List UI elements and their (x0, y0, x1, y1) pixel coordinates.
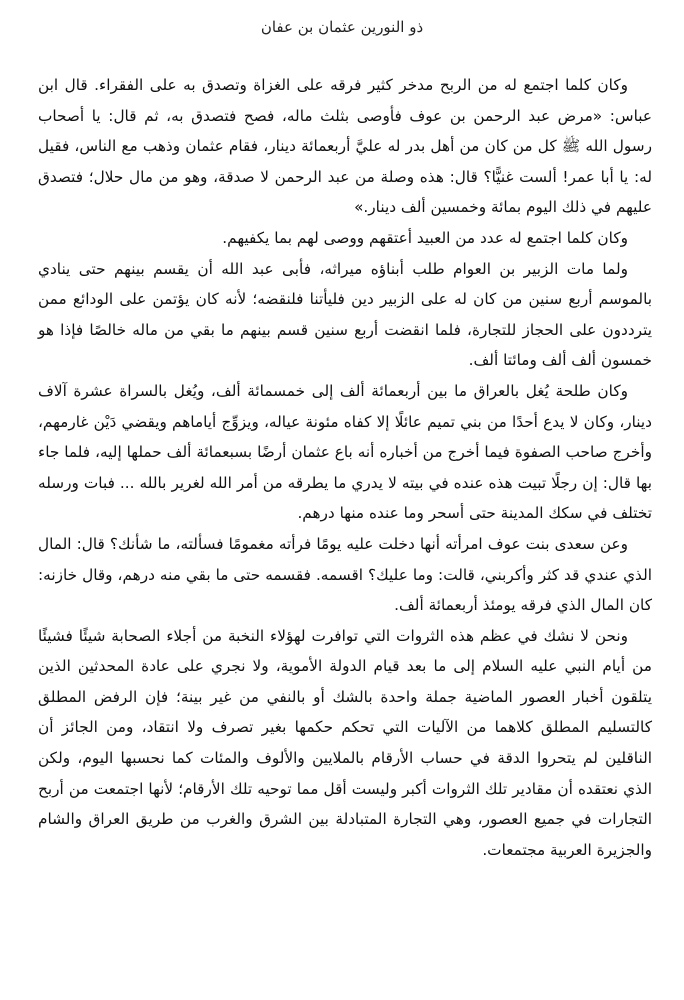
paragraph-1: وكان كلما اجتمع له من الربح مدخر كثير فرقه على الغزاة وتصدق به على الفقراء. قال ابن عباس: «مرض عبد الرحمن بن عوف فأوصى بثلث ماله، فصح فتصدق به، ثم قال: يا أصحاب رسول الله ﷺ كل من كان من أهل بدر له عليَّ أربعمائة دينار، فقام عثمان وذهب مع الناس، فقيل له: يا أبا عمر! ألست غنيًّا؟ قال: هذه وصلة من عبد الرحمن لا صدقة، وهو من مال حلال؛ فتصدق عليهم في ذلك اليوم بمائة وخمسين ألف دينار.» (38, 76, 652, 217)
running-head-title: ذو النورين عثمان بن عفان (260, 18, 424, 36)
paragraph-5: وعن سعدى بنت عوف امرأته أنها دخلت عليه يومًا فرأته مغمومًا فسألته، ما شأنك؟ قال: المال الذي عندي قد كثر وأكربني، قالت: وما عليك؟ اقسمه. فقسمه حتى ما بقي منه درهم، وقال خازنه: كان المال الذي فرقه يومئذ أربعمائة ألف. (38, 534, 652, 615)
paragraph-4: وكان طلحة يُغل بالعراق ما بين أربعمائة ألف إلى خمسمائة ألف، ويُغل بالسراة عشرة آلاف دينار، وكان لا يدع أحدًا من بني تميم عائلًا إلا كفاه مئونة عياله، ويزوِّج أياماهم ويقضي دَيْن غارمهم، وأخرج صاحب الصفوة فيما أخرج من أخباره أنه باع عثمان أرضًا بسبعمائة ألف حملها إليه، فلما جاء بها قال: إن رجلًا تبيت هذه عنده في بيته لا يدري ما يطرقه من أمر الله لغرير بالله ... فبات ورسله تختلف في سكك المدينة حتى أسحر وما عنده منها درهم. (38, 381, 652, 523)
paragraph-6: ونحن لا نشك في عظم هذه الثروات التي توافرت لهؤلاء النخبة من أجلاء الصحابة شيئًا فشيئًا من أيام النبي عليه السلام إلى ما بعد قيام الدولة الأموية، ولا نجري على عادة المحدثين الذين يتلقون أخبار العصور الماضية جملة واحدة بالشك أو بالنفي من غير بينة؛ فإن الرفض المطلق كالتسليم المطلق كلاهما من الآليات التي تحكم حكمها بغير تصرف ولا انتقاد، ومن الجائز أن الناقلين لم يتحروا الدقة في حساب الأرقام بالملايين والألوف والمئات كما نحسبها اليوم، ولكن الذي نعتقده أن مقادير تلك الثروات أكبر وليست أقل مما توحيه تلك الأرقام؛ لأنها اجتمعت من أربح التجارات في جميع العصور، وهي التجارة المتبادلة بين الشرق والغرب من طريق العراق والشام والجزيرة العربية مجتمعات. (38, 626, 652, 859)
body-text (38, 70, 652, 865)
paragraph-2: وكان كلما اجتمع له عدد من العبيد أعتقهم ووصى لهم بما يكفيهم. (222, 228, 628, 247)
paragraph-3: ولما مات الزبير بن العوام طلب أبناؤه ميراثه، فأبى عبد الله أن يقسم بينهم حتى ينادي بالموسم أربع سنين من كان له على الزبير دين فليأتنا فلنقضه؛ لأنه كان يؤتمن على الودائع ممن يترددون على الحجاز للتجارة، فلما انقضت أربع سنين قسم بينهم ما بقي من ماله خالصًا فإذا هو خمسون ألف ألف ومائتا ألف. (38, 259, 652, 370)
